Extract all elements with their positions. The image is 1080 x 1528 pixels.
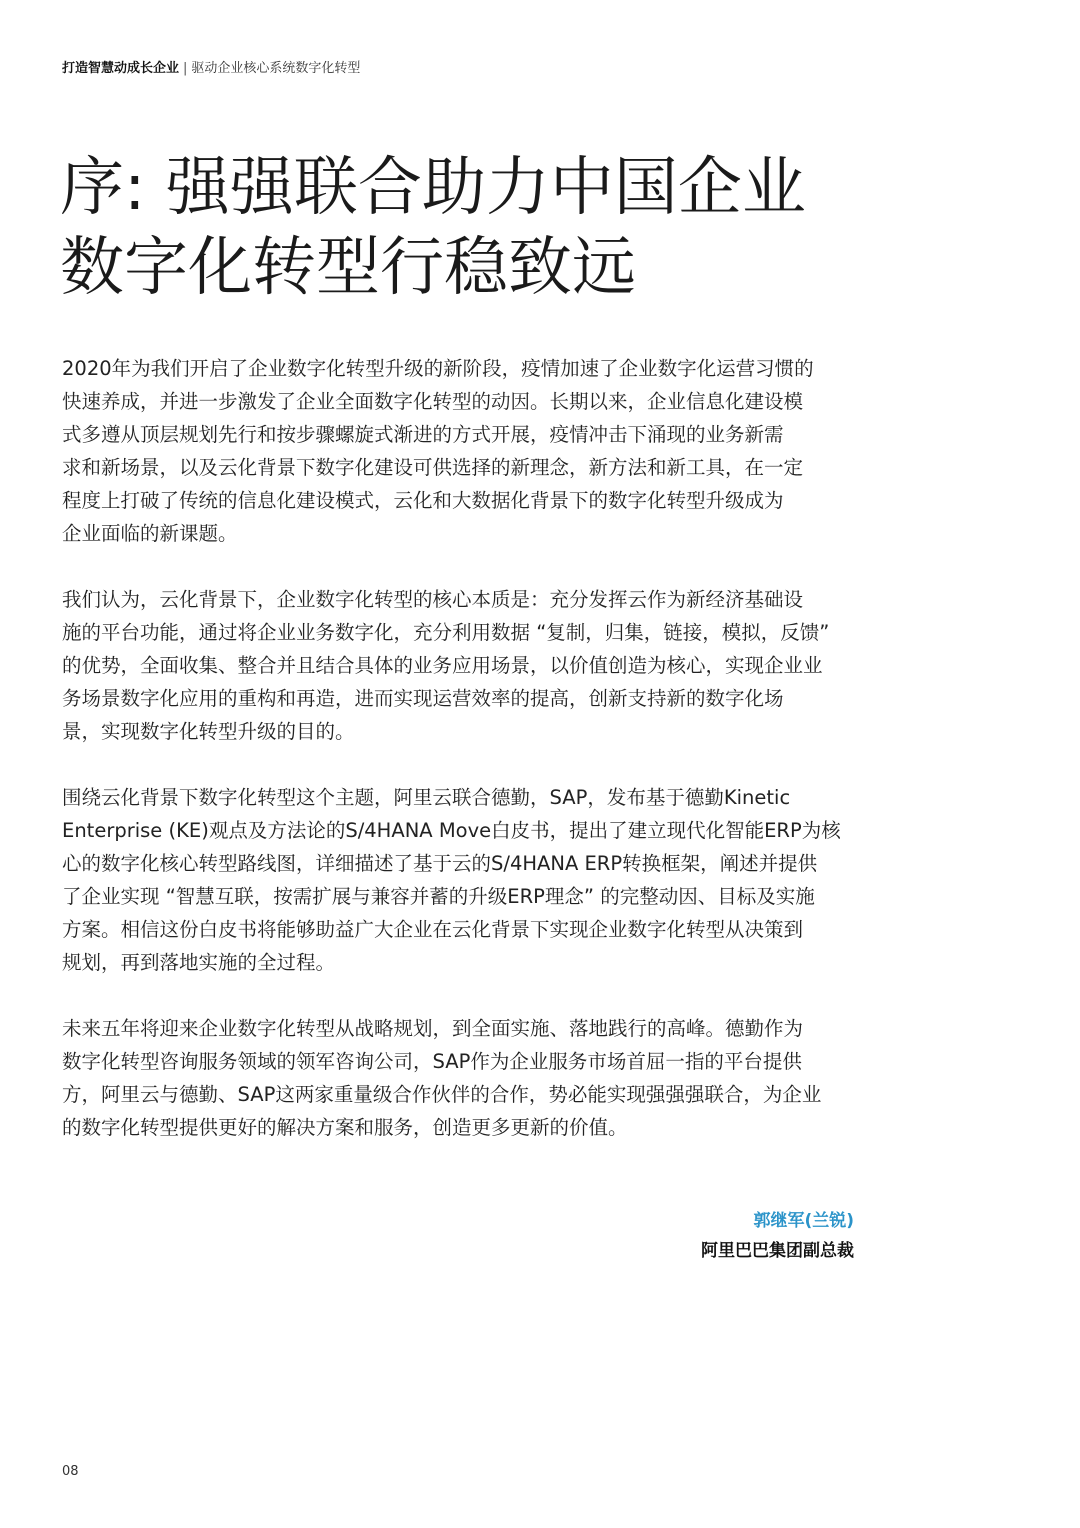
text-line: 式多遵从顶层规划先行和按步骤螺旋式渐进的方式开展，疫情冲击下涌现的业务新需 bbox=[62, 423, 784, 446]
text-line: 数字化转型咨询服务领域的领军咨询公司，SAP作为企业服务市场首屈一指的平台提供 bbox=[62, 1050, 802, 1073]
page-number: 08 bbox=[62, 1464, 79, 1479]
body-text bbox=[62, 352, 862, 1177]
text-line: 施的平台功能，通过将企业业务数字化，充分利用数据 “复制，归集，链接，模拟，反馈” bbox=[62, 621, 830, 644]
header-subtitle: 驱动企业核心系统数字化转型 bbox=[191, 61, 361, 76]
text-line: 规划，再到落地实施的全过程。 bbox=[62, 951, 336, 974]
signature-role: 阿里巴巴集团副总裁 bbox=[701, 1241, 854, 1261]
header-brand: 打造智慧动成长企业 bbox=[62, 61, 180, 76]
page-title bbox=[60, 148, 960, 308]
paragraph-1 bbox=[62, 352, 862, 550]
text-line: 景，实现数字化转型升级的目的。 bbox=[62, 720, 355, 743]
text-line: 企业面临的新课题。 bbox=[62, 522, 238, 545]
signature-block bbox=[701, 1206, 854, 1266]
text-line: 围绕云化背景下数字化转型这个主题，阿里云联合德勤，SAP，发布基于德勤Kinetic bbox=[62, 786, 791, 809]
text-line: 快速养成，并进一步激发了企业全面数字化转型的动因。长期以来，企业信息化建设模 bbox=[62, 390, 804, 413]
text-line: 的数字化转型提供更好的解决方案和服务，创造更多更新的价值。 bbox=[62, 1116, 628, 1139]
text-line: 务场景数字化应用的重构和再造，进而实现运营效率的提高，创新支持新的数字化场 bbox=[62, 687, 784, 710]
signature-name: 郭继军(兰锐) bbox=[753, 1211, 854, 1231]
running-header bbox=[62, 60, 360, 78]
text-line: 方案。相信这份白皮书将能够助益广大企业在云化背景下实现企业数字化转型从决策到 bbox=[62, 918, 804, 941]
text-line: 了企业实现 “智慧互联，按需扩展与兼容并蓄的升级ERP理念” 的完整动因、目标及实施 bbox=[62, 885, 815, 908]
text-line: 我们认为，云化背景下，企业数字化转型的核心本质是：充分发挥云作为新经济基础设 bbox=[62, 588, 804, 611]
header-separator: | bbox=[183, 61, 188, 76]
page-title-line-1: 序: 强强联合助力中国企业 bbox=[60, 151, 806, 225]
text-line: 的优势，全面收集、整合并且结合具体的业务应用场景，以价值创造为核心，实现企业业 bbox=[62, 654, 823, 677]
text-line: 2020年为我们开启了企业数字化转型升级的新阶段，疫情加速了企业数字化运营习惯的 bbox=[62, 357, 814, 380]
paragraph-4 bbox=[62, 1012, 862, 1144]
paragraph-3 bbox=[62, 781, 862, 979]
text-line: 未来五年将迎来企业数字化转型从战略规划，到全面实施、落地践行的高峰。德勤作为 bbox=[62, 1017, 804, 1040]
paragraph-2 bbox=[62, 583, 862, 748]
text-line: 程度上打破了传统的信息化建设模式，云化和大数据化背景下的数字化转型升级成为 bbox=[62, 489, 784, 512]
text-line: 心的数字化核心转型路线图，详细描述了基于云的S/4HANA ERP转换框架，阐述并提供 bbox=[62, 852, 818, 875]
page-title-line-2: 数字化转型行稳致远 bbox=[60, 231, 636, 305]
text-line: 方，阿里云与德勤、SAP这两家重量级合作伙伴的合作，势必能实现强强强联合，为企业 bbox=[62, 1083, 822, 1106]
text-line: Enterprise (KE)观点及方法论的S/4HANA Move白皮书，提出了建立现代化智能ERP为核 bbox=[62, 819, 841, 842]
text-line: 求和新场景，以及云化背景下数字化建设可供选择的新理念，新方法和新工具，在一定 bbox=[62, 456, 804, 479]
